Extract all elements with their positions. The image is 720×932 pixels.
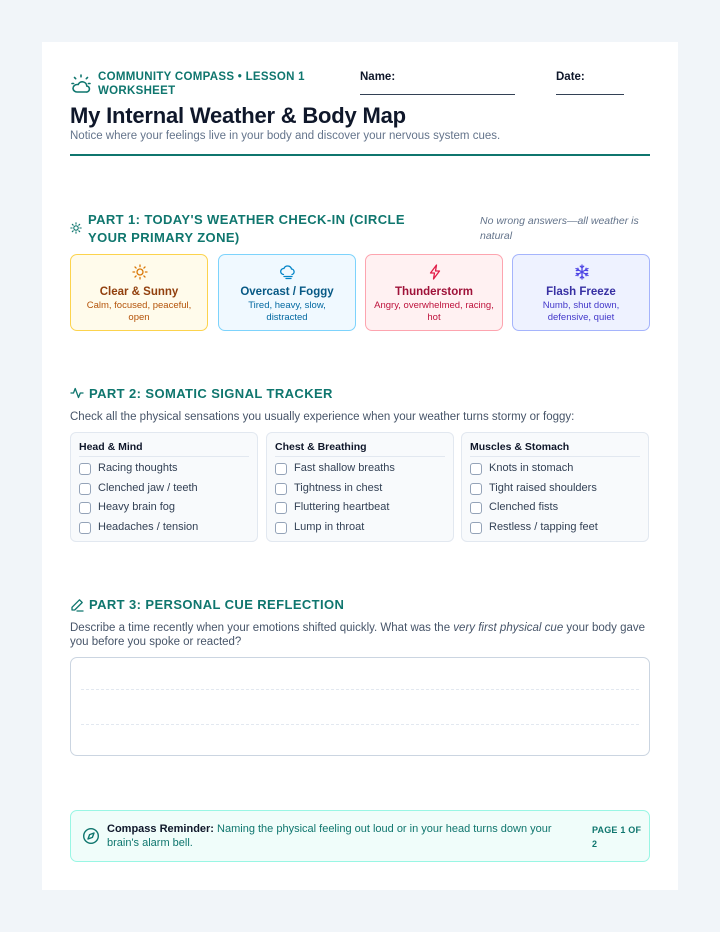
- date-label: Date:: [556, 71, 585, 83]
- checkbox[interactable]: [470, 483, 482, 495]
- column-title: Head & Mind: [79, 441, 143, 453]
- checkbox-label: Tight raised shoulders: [489, 482, 597, 494]
- checkbox-label: Racing thoughts: [98, 462, 178, 474]
- part1-title: PART 1: TODAY'S WEATHER CHECK-IN (CIRCLE YOUR PRIMARY ZONE): [88, 212, 405, 245]
- sun-icon: [132, 264, 148, 280]
- page-subtitle: Notice where your feelings live in your body and discover your nervous system cues.: [70, 130, 501, 142]
- date-field[interactable]: [556, 94, 624, 95]
- checkbox-label: Tightness in chest: [294, 482, 383, 494]
- checkbox-item[interactable]: [470, 500, 644, 516]
- checkbox[interactable]: [470, 522, 482, 534]
- writing-line: [81, 724, 639, 725]
- weather-card-clear-sunny[interactable]: [70, 254, 208, 331]
- tracker-column-muscles-stomach: [461, 432, 649, 542]
- checkbox-label: Fluttering heartbeat: [294, 501, 390, 513]
- weather-card-flash-freeze[interactable]: [512, 254, 650, 331]
- checkbox[interactable]: [79, 502, 91, 514]
- checkbox-item[interactable]: [79, 461, 253, 477]
- checkbox[interactable]: [275, 502, 287, 514]
- reminder-text: Compass Reminder: Naming the physical feeling out loud or in your head turns down your brain's alarm bell.: [107, 823, 552, 849]
- checkbox-label: Heavy brain fog: [98, 501, 176, 513]
- checkbox-item[interactable]: [275, 461, 449, 477]
- pencil-icon: [70, 598, 84, 612]
- checkbox[interactable]: [275, 483, 287, 495]
- name-label: Name:: [360, 71, 396, 83]
- part2-title: PART 2: SOMATIC SIGNAL TRACKER: [89, 386, 333, 401]
- compass-icon: [82, 827, 100, 845]
- checkbox-item[interactable]: [79, 500, 253, 516]
- checkbox-label: Clenched jaw / teeth: [98, 482, 198, 494]
- card-name: Flash Freeze: [546, 286, 616, 298]
- page-title: My Internal Weather & Body Map: [70, 103, 406, 128]
- tracker-column-head-mind: [70, 432, 258, 542]
- checkbox-label: Fast shallow breaths: [294, 462, 395, 474]
- part2-description: Check all the physical sensations you usually experience when your weather turns stormy or foggy:: [70, 411, 575, 423]
- snowflake-icon: [574, 264, 590, 280]
- writing-line: [81, 689, 639, 690]
- part3-title: PART 3: PERSONAL CUE REFLECTION: [89, 597, 345, 612]
- checkbox[interactable]: [79, 483, 91, 495]
- checkbox-label: Clenched fists: [489, 501, 559, 513]
- checkbox-label: Headaches / tension: [98, 521, 199, 533]
- checkbox-item[interactable]: [470, 461, 644, 477]
- card-name: Overcast / Foggy: [240, 286, 334, 298]
- column-divider: [275, 456, 445, 457]
- worksheet-page: [42, 42, 678, 890]
- card-name: Clear & Sunny: [99, 286, 179, 298]
- card-description: Calm, focused, peaceful, open: [86, 300, 192, 323]
- column-divider: [470, 456, 640, 457]
- checkbox-item[interactable]: [79, 520, 253, 536]
- cloud-fog-icon: [280, 264, 296, 280]
- card-description: Numb, shut down, defensive, quiet: [542, 300, 620, 323]
- lightning-icon: [427, 264, 443, 280]
- column-divider: [79, 456, 249, 457]
- part3-description: Describe a time recently when your emotions shifted quickly. What was the very first physical cue your body gave you before you spoke or reacted?: [70, 622, 646, 648]
- checkbox-item[interactable]: [470, 520, 644, 536]
- checkbox-item[interactable]: [275, 481, 449, 497]
- checkbox-item[interactable]: [275, 500, 449, 516]
- header-divider: [70, 154, 650, 156]
- checkbox-item[interactable]: [79, 481, 253, 497]
- checkbox-label: Knots in stomach: [489, 462, 574, 474]
- emphasis-text: very first physical cue: [453, 622, 564, 634]
- reflection-answer-box[interactable]: [70, 657, 650, 756]
- card-name: Thunderstorm: [395, 286, 473, 298]
- reminder-label: Compass Reminder:: [107, 823, 214, 835]
- tracker-column-chest-breathing: [266, 432, 454, 542]
- weather-card-thunderstorm[interactable]: [365, 254, 503, 331]
- page-number: PAGE 1 OF 2: [592, 825, 642, 849]
- weather-card-overcast-foggy[interactable]: [218, 254, 356, 331]
- checkbox-label: Restless / tapping feet: [489, 521, 598, 533]
- compass-reminder-banner: [70, 810, 650, 862]
- checkbox[interactable]: [470, 463, 482, 475]
- sun-behind-cloud-icon: [70, 73, 92, 95]
- checkbox[interactable]: [79, 463, 91, 475]
- checkbox-item[interactable]: [275, 520, 449, 536]
- name-field[interactable]: [360, 94, 515, 95]
- sun-icon: [70, 222, 82, 234]
- checkbox[interactable]: [275, 463, 287, 475]
- checkbox[interactable]: [79, 522, 91, 534]
- pulse-icon: [70, 386, 84, 400]
- checkbox[interactable]: [275, 522, 287, 534]
- checkbox-item[interactable]: [470, 481, 644, 497]
- column-title: Muscles & Stomach: [470, 441, 570, 453]
- part1-note: No wrong answers—all weather is natural: [480, 215, 639, 242]
- checkbox-label: Lump in throat: [294, 521, 365, 533]
- card-description: Angry, overwhelmed, racing, hot: [374, 300, 494, 323]
- checkbox[interactable]: [470, 502, 482, 514]
- column-title: Chest & Breathing: [275, 441, 367, 453]
- brand-label: COMMUNITY COMPASS • LESSON 1 WORKSHEET: [98, 71, 305, 97]
- card-description: Tired, heavy, slow, distracted: [248, 300, 326, 323]
